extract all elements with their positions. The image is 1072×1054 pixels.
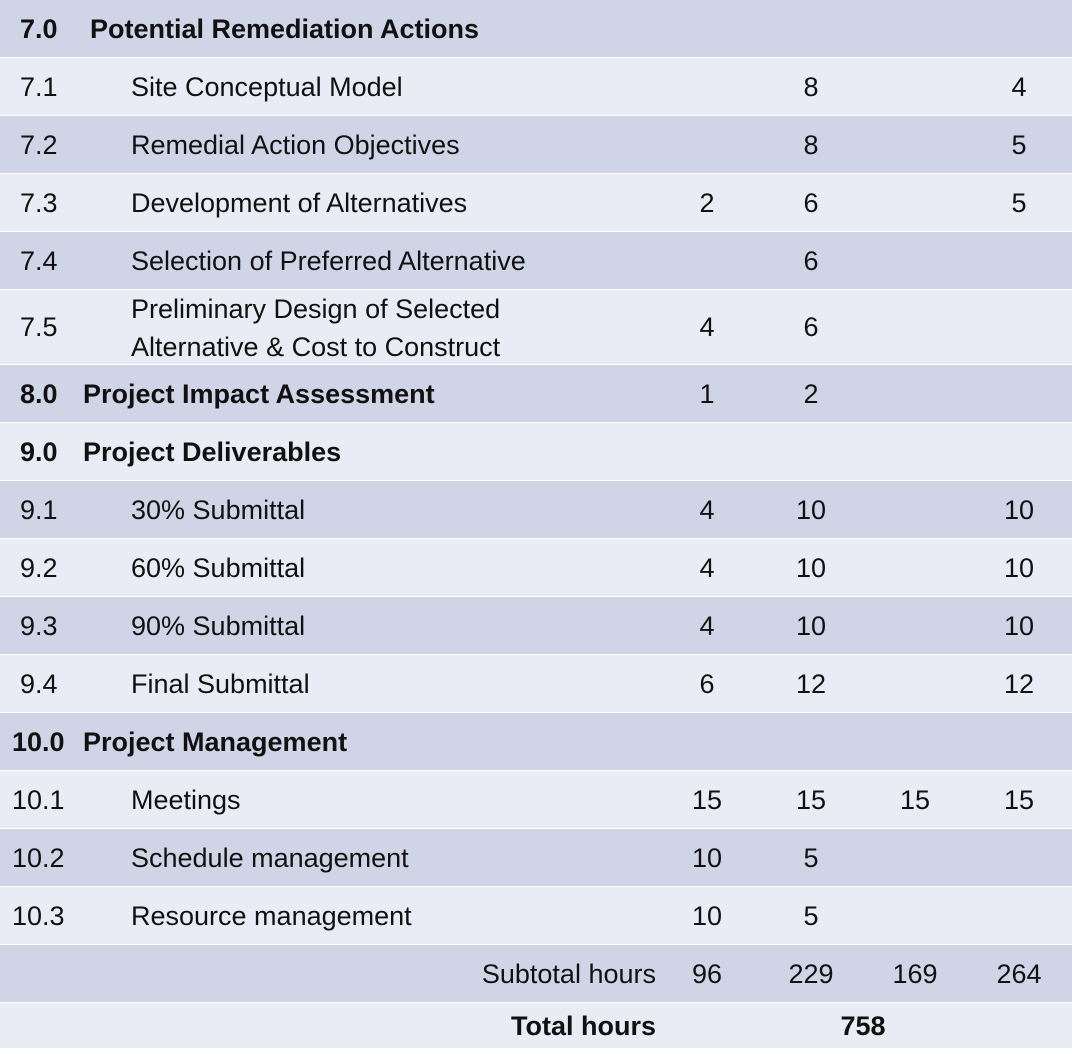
hours-col-2: 5 [803, 901, 819, 931]
row-title-line-1: Preliminary Design of Selected [131, 294, 501, 324]
hours-col-2: 2 [803, 379, 819, 409]
hours-col-2: 10 [795, 495, 827, 525]
row-title: Meetings [131, 785, 241, 815]
table-row [0, 290, 1072, 365]
hours-col-4: 10 [1003, 611, 1035, 641]
row-number: 7.1 [20, 72, 58, 102]
row-number: 9.0 [20, 437, 58, 467]
row-title: Project Management [83, 727, 348, 757]
row-number: 9.3 [20, 611, 58, 641]
hours-col-2: 6 [803, 188, 819, 218]
table-row [0, 174, 1072, 232]
row-title: Project Impact Assessment [83, 379, 435, 409]
row-number: 9.1 [20, 495, 58, 525]
row-title: Potential Remediation Actions [90, 14, 480, 44]
hours-col-4: 4 [1011, 72, 1027, 102]
hours-col-2: 6 [803, 246, 819, 276]
hours-col-2: 5 [803, 843, 819, 873]
total-value: 758 [840, 1011, 886, 1041]
hours-col-4: 10 [1003, 553, 1035, 583]
row-title-line-2: Alternative & Cost to Construct [131, 332, 501, 362]
table-row [0, 365, 1072, 423]
hours-col-1: 4 [699, 495, 715, 525]
hours-col-1: 4 [699, 611, 715, 641]
row-title: Selection of Preferred Alternative [131, 246, 526, 276]
subtotal-col-4: 264 [996, 959, 1042, 989]
total-row [0, 1003, 1072, 1049]
row-title: Final Submittal [131, 669, 310, 699]
hours-col-4: 5 [1011, 130, 1027, 160]
table-row [0, 0, 1072, 58]
hours-col-2: 8 [803, 130, 819, 160]
row-number: 9.4 [20, 669, 58, 699]
row-number: 10.1 [12, 785, 65, 815]
hours-col-2: 10 [795, 611, 827, 641]
hours-col-1: 4 [699, 553, 715, 583]
row-title: Site Conceptual Model [131, 72, 403, 102]
row-title: Project Deliverables [83, 437, 342, 467]
row-number: 7.4 [20, 246, 58, 276]
subtotal-col-1: 96 [691, 959, 723, 989]
row-number: 7.0 [20, 14, 58, 44]
row-number: 7.3 [20, 188, 58, 218]
subtotal-row [0, 945, 1072, 1003]
hours-col-1: 10 [691, 843, 723, 873]
row-title: Schedule management [131, 843, 409, 873]
hours-col-1: 10 [691, 901, 723, 931]
table-row [0, 232, 1072, 290]
hours-col-1: 4 [699, 312, 715, 342]
hours-col-1: 2 [699, 188, 715, 218]
hours-col-4: 15 [1003, 785, 1035, 815]
row-number: 10.3 [12, 901, 65, 931]
row-number: 10.2 [12, 843, 65, 873]
table-row [0, 423, 1072, 481]
table-row [0, 771, 1072, 829]
table-row [0, 58, 1072, 116]
subtotal-col-2: 229 [788, 959, 834, 989]
row-number: 7.2 [20, 130, 58, 160]
hours-col-1: 1 [699, 379, 715, 409]
table-row [0, 481, 1072, 539]
table-row [0, 116, 1072, 174]
subtotal-col-3: 169 [892, 959, 938, 989]
hours-col-2: 6 [803, 312, 819, 342]
row-number: 9.2 [20, 553, 58, 583]
hours-col-2: 12 [795, 669, 827, 699]
hours-col-2: 15 [795, 785, 827, 815]
total-label: Total hours [511, 1011, 656, 1041]
hours-col-4: 10 [1003, 495, 1035, 525]
row-number: 8.0 [20, 379, 58, 409]
hours-col-1: 15 [691, 785, 723, 815]
row-number: 10.0 [12, 727, 65, 757]
row-title [131, 290, 500, 366]
hours-col-4: 5 [1011, 188, 1027, 218]
hours-col-2: 10 [795, 553, 827, 583]
hours-col-1: 6 [699, 669, 715, 699]
table-row [0, 829, 1072, 887]
row-title: Development of Alternatives [131, 188, 468, 218]
table-row [0, 655, 1072, 713]
row-title: Remedial Action Objectives [131, 130, 460, 160]
row-title: 60% Submittal [131, 553, 306, 583]
subtotal-label: Subtotal hours [481, 959, 656, 989]
hours-col-4: 12 [1003, 669, 1035, 699]
hours-col-3: 15 [899, 785, 931, 815]
row-title: 30% Submittal [131, 495, 306, 525]
row-title: Resource management [131, 901, 412, 931]
table-row [0, 597, 1072, 655]
table-row [0, 539, 1072, 597]
table-row [0, 887, 1072, 945]
row-title: 90% Submittal [131, 611, 306, 641]
table-row [0, 713, 1072, 771]
hours-col-2: 8 [803, 72, 819, 102]
row-number: 7.5 [20, 312, 58, 342]
